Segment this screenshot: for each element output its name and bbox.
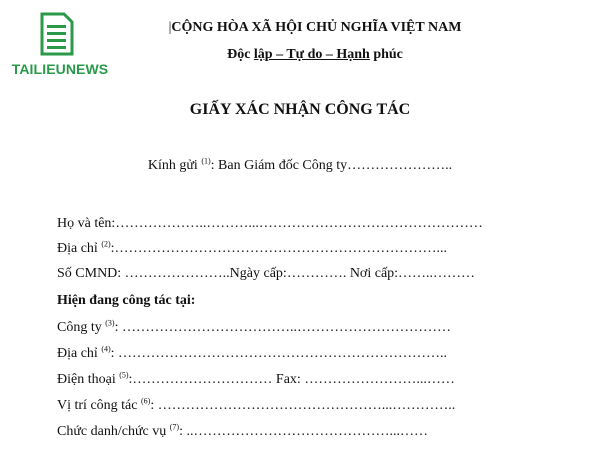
job-title-field: Chức danh/chức vụ $^{(7)}$: ..……………………………………...…… — [57, 422, 428, 439]
position-field: Vị trí công tác $^{(6)}$: …………………………………………...………….. — [57, 396, 456, 413]
section-heading: Hiện đang công tác tại: — [57, 293, 196, 308]
document-title: GIẤY XÁC NHẬN CÔNG TÁC — [189, 101, 411, 118]
tailieunews-logo — [8, 12, 112, 78]
motto: Độc lập – Tự do – Hạnh phúc — [227, 47, 403, 62]
greeting: Kính gửi $^{(1)}$: Ban Giám đốc Công ty………………….. — [147, 156, 453, 173]
country-heading: |CỘNG HÒA XÃ HỘI CHỦ NGHĨA VIỆT NAM — [168, 20, 462, 35]
id-field: Số CMND: …………………..Ngày cấp:…………. Nơi cấp:……..……… — [57, 266, 476, 281]
company-field: Công ty $^{(3)}$: ………………………………..…………………………… — [57, 318, 451, 335]
work-address-field: Địa chỉ $^{(4)}$: …………………………………………………………….. — [57, 344, 448, 361]
phone-fax-field: Điện thoại $^{(5)}$:………………………… Fax: ……………………...…… — [57, 370, 455, 387]
address-field: Địa chỉ $^{(2)}$:……………………………………………………………... — [57, 239, 448, 256]
document-icon — [38, 12, 76, 56]
logo-text: TAILIEUNEWS — [11, 61, 109, 77]
name-field: Họ và tên:………………..………...………………………………………… — [57, 216, 483, 231]
